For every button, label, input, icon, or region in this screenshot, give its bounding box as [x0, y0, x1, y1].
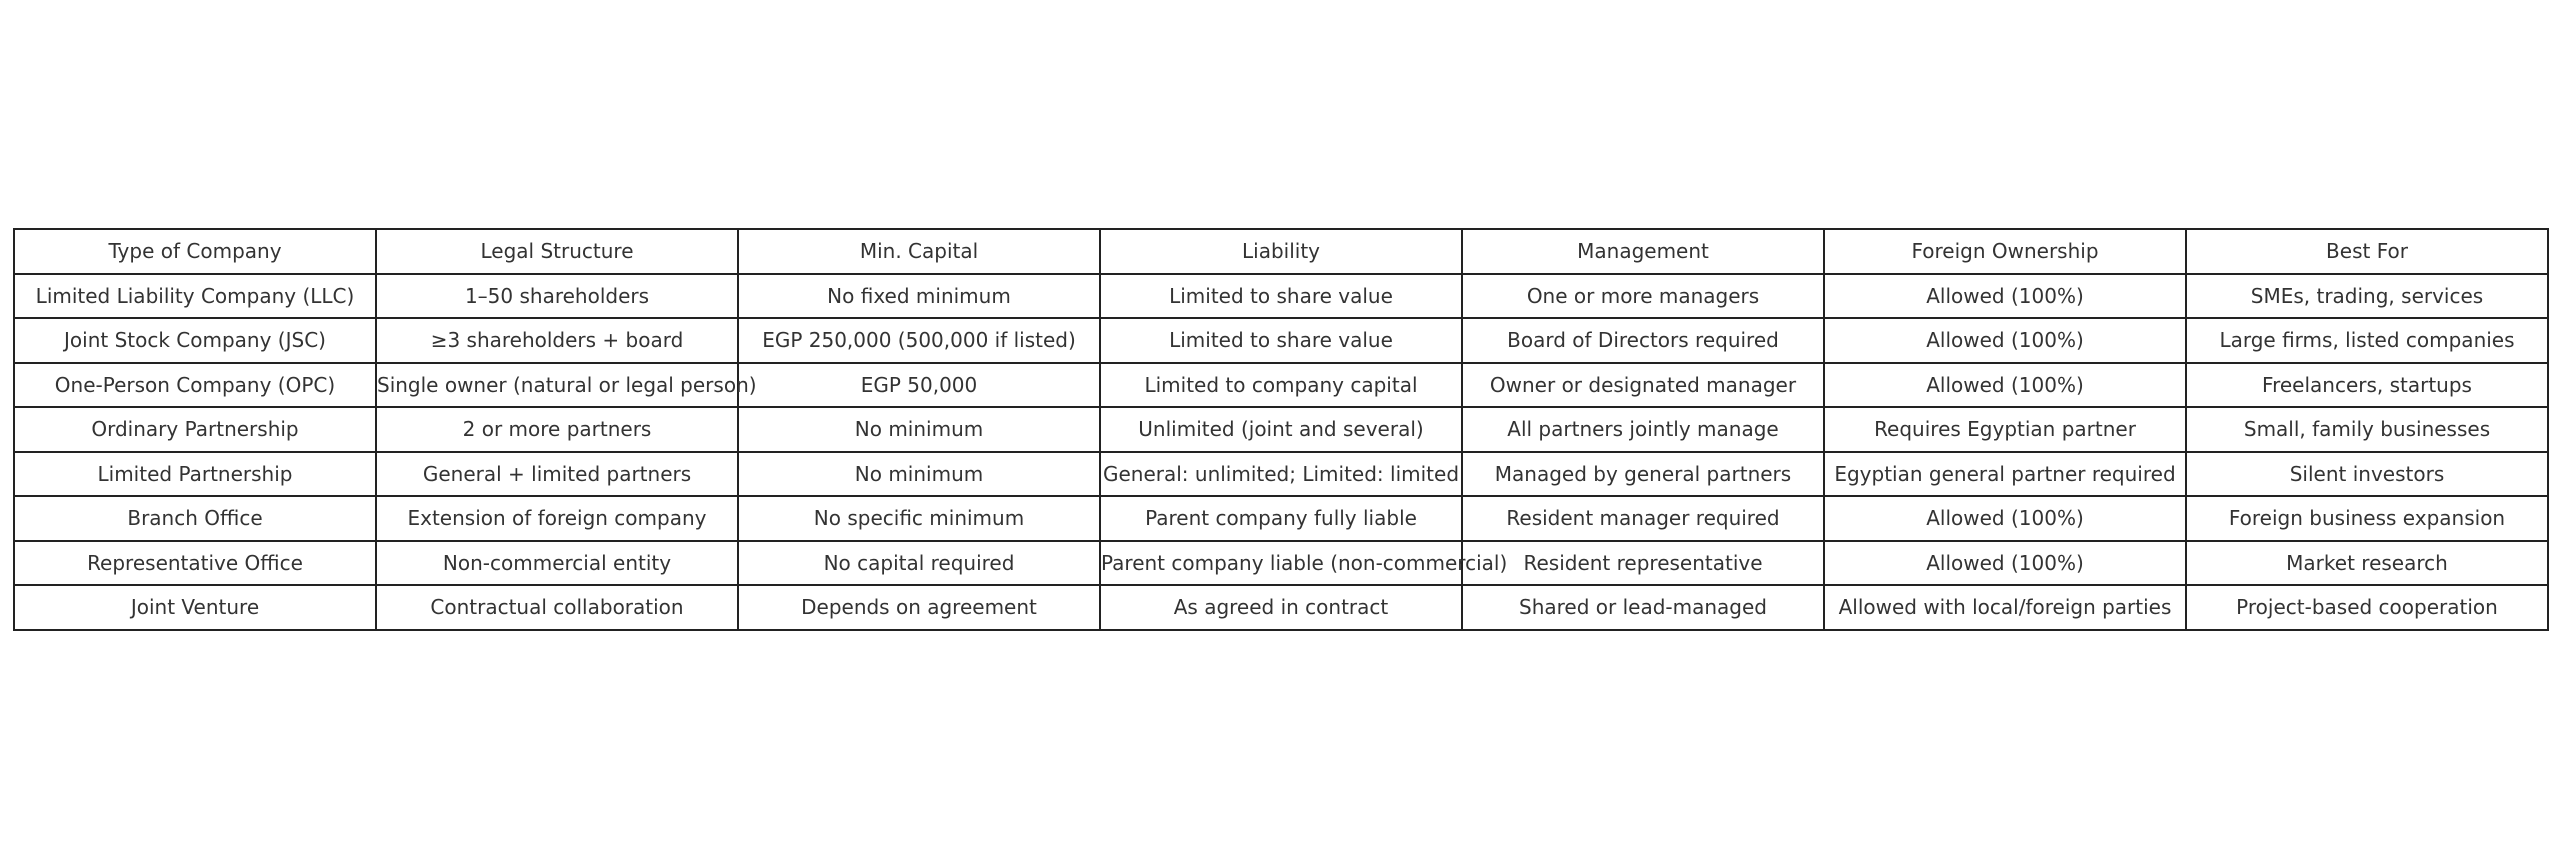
table-cell: Limited Liability Company (LLC)	[14, 274, 376, 319]
table-cell: Parent company liable (non-commercial)	[1100, 541, 1462, 586]
table-cell: Allowed (100%)	[1824, 363, 2186, 408]
column-header: Foreign Ownership	[1824, 229, 2186, 274]
table-cell: Joint Venture	[14, 585, 376, 630]
table-cell: Shared or lead-managed	[1462, 585, 1824, 630]
table-cell: Owner or designated manager	[1462, 363, 1824, 408]
table-cell: Foreign business expansion	[2186, 496, 2548, 541]
table-cell: One-Person Company (OPC)	[14, 363, 376, 408]
table-row	[14, 274, 2548, 319]
table-row	[14, 541, 2548, 586]
table-cell: SMEs, trading, services	[2186, 274, 2548, 319]
table-body	[14, 229, 2548, 630]
table-cell: Joint Stock Company (JSC)	[14, 318, 376, 363]
table-cell: Single owner (natural or legal person)	[376, 363, 738, 408]
table-cell: Egyptian general partner required	[1824, 452, 2186, 497]
column-header: Liability	[1100, 229, 1462, 274]
table-cell: Managed by general partners	[1462, 452, 1824, 497]
table-cell: General: unlimited; Limited: limited	[1100, 452, 1462, 497]
table-cell: Allowed (100%)	[1824, 318, 2186, 363]
table-cell: Limited Partnership	[14, 452, 376, 497]
table-cell: Non-commercial entity	[376, 541, 738, 586]
table-cell: Freelancers, startups	[2186, 363, 2548, 408]
table-cell: General + limited partners	[376, 452, 738, 497]
table-cell: Contractual collaboration	[376, 585, 738, 630]
table-cell: Limited to share value	[1100, 274, 1462, 319]
column-header: Type of Company	[14, 229, 376, 274]
table-cell: No specific minimum	[738, 496, 1100, 541]
table-cell: EGP 250,000 (500,000 if listed)	[738, 318, 1100, 363]
table-cell: Market research	[2186, 541, 2548, 586]
table-cell: Representative Office	[14, 541, 376, 586]
table-cell: One or more managers	[1462, 274, 1824, 319]
company-types-table	[13, 228, 2549, 631]
table-cell: Small, family businesses	[2186, 407, 2548, 452]
table-row	[14, 585, 2548, 630]
column-header: Legal Structure	[376, 229, 738, 274]
table-cell: No minimum	[738, 452, 1100, 497]
table-cell: Requires Egyptian partner	[1824, 407, 2186, 452]
table-header-row	[14, 229, 2548, 274]
table-cell: Allowed (100%)	[1824, 496, 2186, 541]
table-row	[14, 496, 2548, 541]
table-cell: Depends on agreement	[738, 585, 1100, 630]
table-cell: Large firms, listed companies	[2186, 318, 2548, 363]
table-cell: Branch Office	[14, 496, 376, 541]
table-cell: Project-based cooperation	[2186, 585, 2548, 630]
table-cell: 2 or more partners	[376, 407, 738, 452]
table-row	[14, 407, 2548, 452]
table-cell: 1–50 shareholders	[376, 274, 738, 319]
column-header: Management	[1462, 229, 1824, 274]
table-cell: Ordinary Partnership	[14, 407, 376, 452]
table-cell: Board of Directors required	[1462, 318, 1824, 363]
table-row	[14, 363, 2548, 408]
table-cell: Resident manager required	[1462, 496, 1824, 541]
table-cell: EGP 50,000	[738, 363, 1100, 408]
table-cell: Parent company fully liable	[1100, 496, 1462, 541]
table-row	[14, 318, 2548, 363]
table-cell: Silent investors	[2186, 452, 2548, 497]
table-cell: No minimum	[738, 407, 1100, 452]
column-header: Min. Capital	[738, 229, 1100, 274]
table-row	[14, 452, 2548, 497]
table-cell: All partners jointly manage	[1462, 407, 1824, 452]
table-cell: Extension of foreign company	[376, 496, 738, 541]
table-cell: Unlimited (joint and several)	[1100, 407, 1462, 452]
table-cell: No fixed minimum	[738, 274, 1100, 319]
table-cell: Allowed (100%)	[1824, 541, 2186, 586]
table-cell: Resident representative	[1462, 541, 1824, 586]
table-cell: Allowed with local/foreign parties	[1824, 585, 2186, 630]
table-cell: ≥3 shareholders + board	[376, 318, 738, 363]
table-cell: Limited to company capital	[1100, 363, 1462, 408]
table-cell: No capital required	[738, 541, 1100, 586]
table-cell: As agreed in contract	[1100, 585, 1462, 630]
column-header: Best For	[2186, 229, 2548, 274]
table-cell: Limited to share value	[1100, 318, 1462, 363]
table-cell: Allowed (100%)	[1824, 274, 2186, 319]
